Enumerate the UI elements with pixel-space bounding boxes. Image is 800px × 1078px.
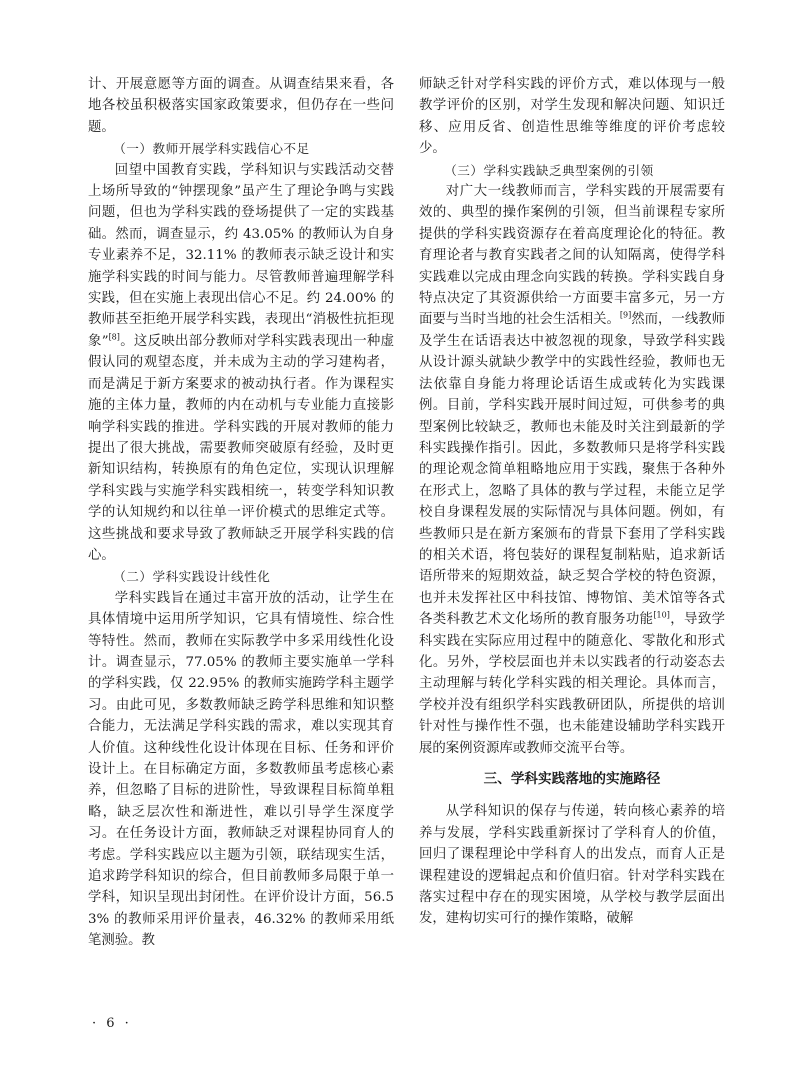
- paragraph-continued: 师缺乏针对学科实践的评价方式，难以体现与一般教学评价的区别，对学生发现和解决问题、知识迁移、应用反省、创造性思维等维度的评价考虑较少。: [419, 77, 725, 157]
- page-number: · 6 ·: [92, 1016, 132, 1031]
- citation-8[interactable]: [8]: [108, 332, 120, 342]
- citation-10[interactable]: [10]: [653, 610, 670, 620]
- citation-9[interactable]: [9]: [619, 311, 632, 320]
- paragraph-linear-design: 学科实践旨在通过丰富开放的活动，让学生在具体情境中运用所学知识，它具有情境性、综合性等特性。然而，教师在实际教学中多采用线性化设计。调查显示，77.05% 的教师主要实施单一学科的学科实践，仅 22.95% 的教师实施跨学科主题学习。由此可见，多数教师缺乏跨学科思维和知识整合能力，无法满足学科实践的需求，难以实现其育人价值。这种线性化设计体现在目标、任务和评价设计上。在目标确定方面，多数教师虽考虑核心素养，但忽略了目标的进阶性，导致课程目标简单粗略，缺乏层次性和渐进性，难以引导学生深度学习。在任务设计方面，教师缺乏对课程协同育人的考虑。学科实践应以主题为引领，联结现实生活，追求跨学科知识的综合，但目前教师多局限于单一学科，知识呈现出封闭性。在评价设计方面，56.53% 的教师采用评价量表，46.32% 的教师采用纸笔测验。教: [88, 590, 394, 949]
- paragraph-intro: 计、开展意愿等方面的调查。从调查结果来看，各地各校虽积极落实国家政策要求，但仍存在一些问题。: [88, 77, 394, 135]
- subheading-linear-design: （二）学科实践设计线性化: [113, 569, 271, 585]
- paragraph-text: ，导致学科实践在实际应用过程中的随意化、零散化和形式化。另外，学校层面也并未以实践者的行动姿态去主动理解与转化学科实践的相关理论。具体而言，学校并没有组织学科实践教研团队，所提供的培训针对性与操作性不强，也未能建设辅助学科实践开展的案例资源库或教师交流平台等。: [419, 612, 726, 756]
- paragraph-text: 回望中国教育实践，学科知识与实践活动交替上场所导致的“钟摆现象”虽产生了理论争鸣与实践问题，但也为学科实践的登场提供了一定的实践基础。然而，调查显示，约 43.05% 的教师认为自身专业素养不足，32.11% 的教师表示缺乏设计和实施学科实践的时间与能力。尽管教师普遍理解学科实践，但在实施上表现出信心不足。约 24.00% 的教师甚至拒绝开展学科实践，表现出“消极性抗拒现象”: [88, 162, 394, 349]
- subheading-typical-cases: （三）学科实践缺乏典型案例的引领: [444, 162, 654, 178]
- left-column: [88, 74, 394, 952]
- paragraph-text: 然而，一线教师及学生在话语表达中被忽视的现象，导致学科实践从设计源头就缺少教学中的实践性经验，教师也无法依靠自身能力将理论话语生成或转化为实践课例。目前，学科实践开展时间过短，可供参考的典型案例比较缺乏，教师也未能及时关注到最新的学科实践操作指引。因此，多数教师只是将学科实践的理论观念简单粗略地应用于实践，聚焦于各种外在形式上，忽略了具体的教与学过程，未能立足学校自身课程发展的实际情况与具体问题。例如，有些教师只是在新方案颁布的背景下套用了学科实践的相关术语，将包装好的课程复制粘贴，追求新话语所带来的短期效益，缺乏契合学校的特色资源，也并未发挥社区中科技馆、博物馆、美术馆等各式各类科教艺术文化场所的教育服务功能: [419, 312, 726, 628]
- subheading-teacher-confidence: （一）教师开展学科实践信心不足: [113, 141, 310, 157]
- paragraph-text: 。这反映出部分教师对学科实践表现出一种虚假认同的观望态度，并未成为主动的学习建构者，而是满足于新方案要求的被动执行者。作为课程实施的主体力量，教师的内在动机与专业能力直接影响学科实践的推进。学科实践的开展对教师的能力提出了很大挑战，需要教师突破原有经验，及时更新知识结构，转换原有的角色定位，实现认识理解学科实践与实施学科实践相统一，转变学科知识教学的认知规约和以往单一评价模式的思维定式等。这些挑战和要求导致了教师缺乏开展学科实践的信心。: [88, 333, 394, 563]
- paragraph-typical-cases: [419, 181, 725, 759]
- paragraph-implementation-path: 从学科知识的保存与传递，转向核心素养的培养与发展，学科实践重新探讨了学科育人的价值，回归了课程理论中学科育人的出发点，而育人正是课程建设的逻辑起点和价值归宿。针对学科实践在落实过程中存在的现实困境，从学校与教学层面出发，建构切实可行的操作策略，破解: [419, 804, 725, 927]
- paragraph-text: 对广大一线教师而言，学科实践的开展需要有效的、典型的操作案例的引领，但当前课程专家所提供的学科实践资源存在着高度理论化的特征。教育理论者与教育实践者之间的认知隔离，使得学科实践难以完成由理念向实践的转换。学科实践自身特点决定了其资源供给一方面要丰富多元，另一方面要与当时当地的社会生活相关。: [419, 184, 725, 328]
- section-heading-implementation-path: 三、学科实践落地的实施路径: [483, 771, 661, 787]
- right-column: [419, 74, 725, 930]
- paragraph-teacher-confidence: [88, 160, 394, 567]
